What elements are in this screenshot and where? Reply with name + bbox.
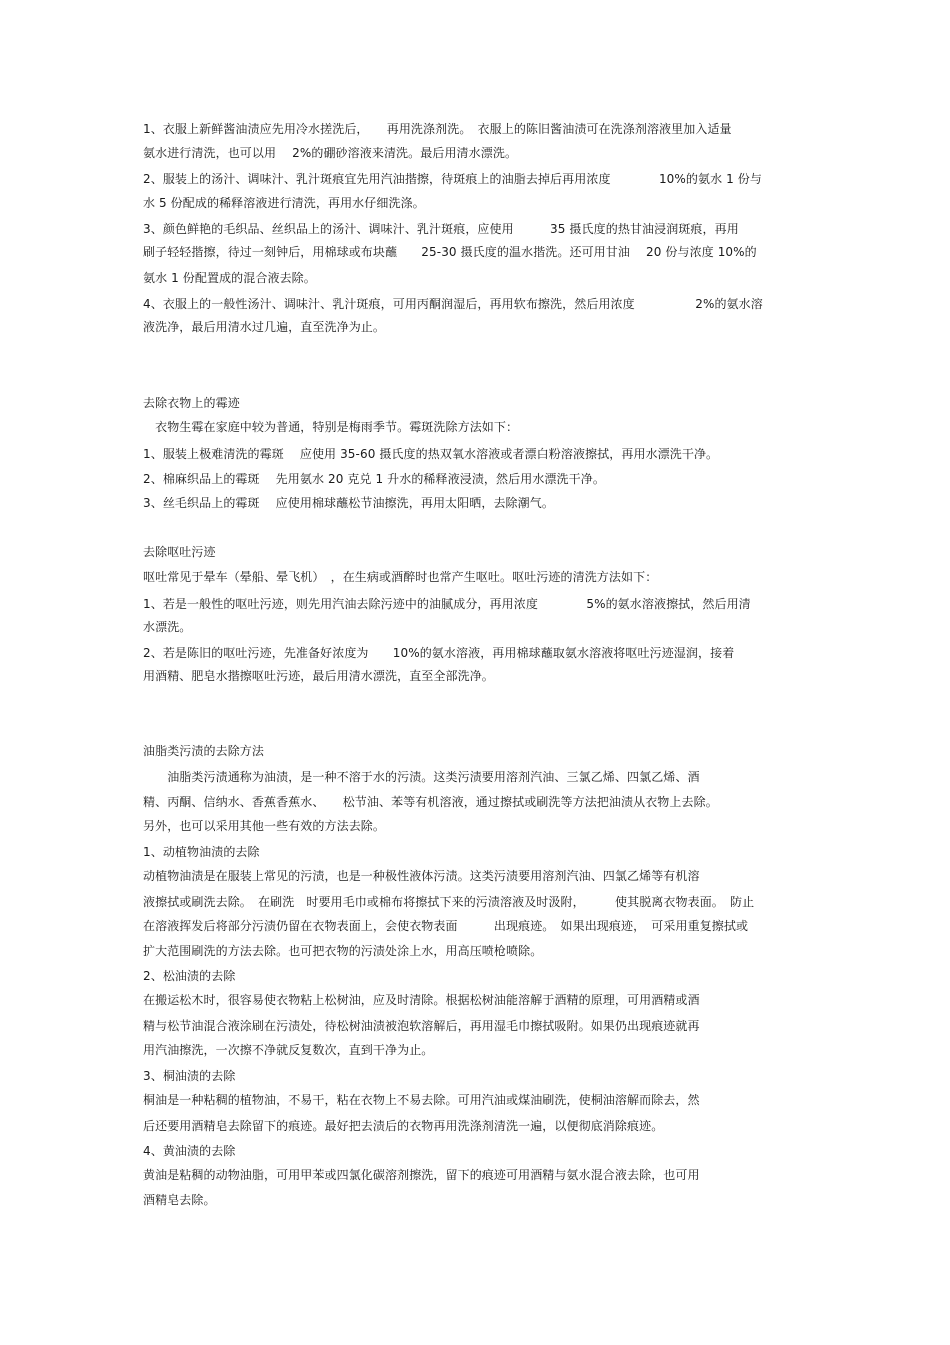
- text-line: 水 5 份配成的稀释溶液进行清洗，再用水仔细洗涤。: [143, 196, 425, 210]
- section-heading: 去除衣物上的霉迹: [143, 396, 240, 410]
- text-line: 精、丙酮、信纳水、香蕉香蕉水、 松节油、苯等有机溶液，通过擦拭或刷洗等方法把油渍从衣物上去除。: [143, 795, 718, 809]
- text-line: 在搬运松木时，很容易使衣物粘上松树油，应及时清除。根据松树油能溶解于酒精的原理，可用酒精或酒: [143, 993, 700, 1007]
- text-line: 1、衣服上新鲜酱油渍应先用冷水搓洗后， 再用洗涤剂洗。 衣服上的陈旧酱油渍可在洗涤剂溶液里加入适量: [143, 122, 732, 136]
- text-line: 2、服装上的汤汁、调味汁、乳汁斑痕宜先用汽油揩擦，待斑痕上的油脂去掉后再用浓度 10%的氨水 1 份与: [143, 172, 762, 186]
- text-line: 液擦拭或刷洗去除。 在刷洗 时要用毛巾或棉布将擦拭下来的污渍溶液及时汲附， 使其脱离衣物表面。 防止: [143, 895, 755, 909]
- text-line: 3、丝毛织品上的霉斑 应使用棉球蘸松节油擦洗，再用太阳晒，去除潮气。: [143, 496, 554, 510]
- text-line: 水漂洗。: [143, 620, 192, 634]
- text-line: 1、若是一般性的呕吐污迹，则先用汽油去除污迹中的油腻成分，再用浓度 5%的氨水溶液擦拭，然后用清: [143, 597, 751, 611]
- text-line: 1、服装上极难清洗的霉斑 应使用 35-60 摄氏度的热双氧水溶液或者漂白粉溶液擦拭，再用水漂洗干净。: [143, 447, 719, 461]
- text-line: 动植物油渍是在服装上常见的污渍，也是一种极性液体污渍。这类污渍要用溶剂汽油、四氯乙烯等有机溶: [143, 869, 700, 883]
- section-heading: 油脂类污渍的去除方法: [143, 744, 265, 758]
- section-heading: 去除呕吐污迹: [143, 545, 216, 559]
- subsection-heading: 3、桐油渍的去除: [143, 1069, 236, 1083]
- text-line: 氨水进行清洗，也可以用 2%的硼砂溶液来清洗。最后用清水漂洗。: [143, 146, 518, 160]
- text-line: 油脂类污渍通称为油渍，是一种不溶于水的污渍。这类污渍要用溶剂汽油、三氯乙烯、四氯乙烯、酒: [143, 770, 700, 784]
- text-line: 用汽油擦洗，一次擦不净就反复数次，直到干净为止。: [143, 1043, 434, 1057]
- text-line: 液洗净，最后用清水过几遍，直至洗净为止。: [143, 320, 386, 334]
- text-line: 衣物生霉在家庭中较为普通，特别是梅雨季节。霉斑洗除方法如下：: [143, 420, 519, 434]
- text-line: 另外，也可以采用其他一些有效的方法去除。: [143, 819, 386, 833]
- text-line: 2、若是陈旧的呕吐污迹，先准备好浓度为 10%的氨水溶液，再用棉球蘸取氨水溶液将呕吐污迹湿润，接着: [143, 646, 735, 660]
- text-line: 后还要用酒精皂去除留下的痕迹。最好把去渍后的衣物再用洗涤剂清洗一遍，以便彻底消除痕迹。: [143, 1119, 664, 1133]
- text-line: 酒精皂去除。: [143, 1193, 216, 1207]
- text-line: 刷子轻轻揩擦，待过一刻钟后，用棉球或布块蘸 25-30 摄氏度的温水揩洗。还可用甘油 20 份与浓度 10%的: [143, 245, 757, 259]
- text-line: 3、颜色鲜艳的毛织品、丝织品上的汤汁、调味汁、乳汁斑痕，应使用 35 摄氏度的热甘油浸润斑痕，再用: [143, 222, 739, 236]
- text-line: 黄油是粘稠的动物油脂，可用甲苯或四氯化碳溶剂擦洗，留下的痕迹可用酒精与氨水混合液去除，也可用: [143, 1168, 700, 1182]
- subsection-heading: 1、动植物油渍的去除: [143, 845, 260, 859]
- subsection-heading: 4、黄油渍的去除: [143, 1144, 236, 1158]
- text-line: 精与松节油混合液涂刷在污渍处，待松树油渍被泡软溶解后，再用湿毛巾擦拭吸附。如果仍出现痕迹就再: [143, 1019, 700, 1033]
- text-line: 用酒精、肥皂水揩擦呕吐污迹，最后用清水漂洗，直至全部洗净。: [143, 669, 494, 683]
- text-line: 2、棉麻织品上的霉斑 先用氨水 20 克兑 1 升水的稀释液浸渍，然后用水漂洗干净。: [143, 472, 605, 486]
- text-line: 扩大范围刷洗的方法去除。也可把衣物的污渍处涂上水，用高压喷枪喷除。: [143, 944, 543, 958]
- subsection-heading: 2、松油渍的去除: [143, 969, 236, 983]
- text-line: 桐油是一种粘稠的植物油，不易干，粘在衣物上不易去除。可用汽油或煤油刷洗，使桐油溶解而除去，然: [143, 1093, 700, 1107]
- text-line: 呕吐常见于晕车（晕船、晕飞机） ，在生病或酒醉时也常产生呕吐。呕吐污迹的清洗方法如下：: [143, 570, 658, 584]
- text-line: 在溶液挥发后将部分污渍仍留在衣物表面上，会使衣物表面 出现痕迹。 如果出现痕迹， 可采用重复擦拭或: [143, 919, 749, 933]
- text-line: 氨水 1 份配置成的混合液去除。: [143, 271, 316, 285]
- text-line: 4、衣服上的一般性汤汁、调味汁、乳汁斑痕，可用丙酮润湿后，再用软布擦洗，然后用浓度 2%的氨水溶: [143, 297, 763, 311]
